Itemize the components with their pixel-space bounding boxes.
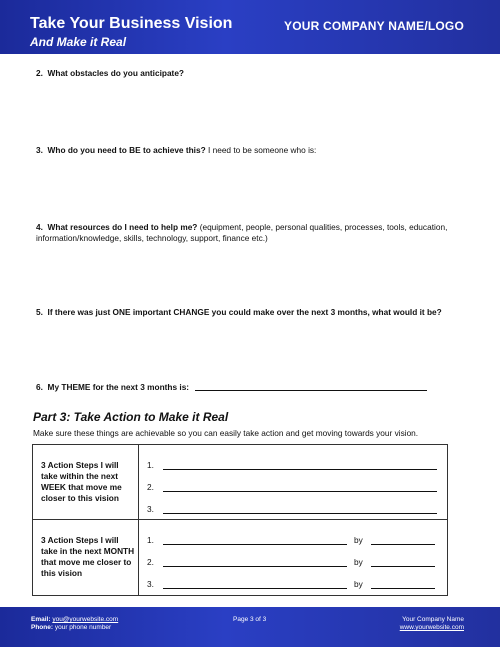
question-4-number: 4.: [36, 222, 43, 232]
action-steps-table: [32, 444, 448, 596]
month-step-2-by-line[interactable]: [371, 566, 435, 567]
week-label: 3 Action Steps I will take within the next WEEK that move me closer to this vision: [41, 460, 122, 503]
footer-company-info: [400, 616, 464, 632]
question-6: [36, 382, 466, 393]
month-row: [33, 520, 447, 595]
week-step-2-line[interactable]: [163, 491, 437, 492]
part3-title: Part 3: Take Action to Make it Real: [33, 410, 229, 424]
question-2: [36, 68, 466, 79]
question-3-bold-a: Who do you need to: [47, 145, 130, 155]
month-step-3-by-line[interactable]: [371, 588, 435, 589]
footer-email-label: Email:: [31, 616, 51, 623]
month-step-1-line[interactable]: [163, 544, 347, 545]
month-label-cell: [33, 520, 139, 595]
company-logo-text: YOUR COMPANY NAME/LOGO: [284, 19, 464, 33]
question-4-bold: What resources do I need to help me?: [47, 222, 198, 232]
month-step-2-line[interactable]: [163, 566, 347, 567]
week-step-2-number: 2.: [147, 482, 154, 492]
question-4-rest: (equipment, people, personal qualities, processes, tools, education, information/knowledge, skills, technology, support, finance etc.): [36, 222, 448, 243]
week-row: [33, 445, 447, 520]
question-3-bold-c: to achieve this?: [140, 145, 206, 155]
month-step-2-number: 2.: [147, 557, 154, 567]
question-5: [36, 307, 466, 318]
month-step-3-by: by: [354, 579, 363, 589]
question-4: [36, 222, 466, 244]
month-step-3-line[interactable]: [163, 588, 347, 589]
theme-answer-line[interactable]: [195, 390, 427, 391]
month-label: 3 Action Steps I will take in the next MONTH that move me closer to this vision: [41, 535, 135, 578]
footer-page-number: Page 3 of 3: [233, 616, 267, 623]
document-subtitle: And Make it Real: [30, 35, 127, 49]
page-header: [0, 0, 500, 54]
week-step-1-number: 1.: [147, 460, 154, 470]
month-step-1-number: 1.: [147, 535, 154, 545]
footer-company-name: Your Company Name: [402, 616, 464, 623]
part3-intro: Make sure these things are achievable so you can easily take action and get moving towards your vision.: [33, 428, 419, 438]
question-3-rest: I need to be someone who is:: [205, 145, 317, 155]
question-6-number: 6.: [36, 382, 43, 392]
week-label-cell: [33, 445, 139, 519]
month-step-3-number: 3.: [147, 579, 154, 589]
week-step-3-line[interactable]: [163, 513, 437, 514]
month-step-2-by: by: [354, 557, 363, 567]
month-step-1-by-line[interactable]: [371, 544, 435, 545]
footer-email-link[interactable]: you@yourwebsite.com: [52, 616, 119, 623]
footer-phone-label: Phone:: [31, 624, 54, 631]
document-title: Take Your Business Vision: [30, 15, 233, 32]
page-footer: [0, 607, 500, 647]
question-3-number: 3.: [36, 145, 43, 155]
footer-website-link[interactable]: www.yourwebsite.com: [399, 624, 464, 631]
question-2-number: 2.: [36, 68, 43, 78]
question-5-number: 5.: [36, 307, 43, 317]
week-step-1-line[interactable]: [163, 469, 437, 470]
week-step-3-number: 3.: [147, 504, 154, 514]
question-3-bold-b: BE: [129, 145, 141, 155]
question-6-text: My THEME for the next 3 months is:: [47, 382, 190, 392]
footer-phone-value: your phone number: [54, 624, 112, 631]
footer-contact: [31, 616, 118, 632]
question-3: [36, 145, 466, 156]
question-5-text: If there was just ONE important CHANGE you could make over the next 3 months, what would it be?: [47, 307, 442, 317]
month-step-1-by: by: [354, 535, 363, 545]
question-2-text: What obstacles do you anticipate?: [47, 68, 185, 78]
